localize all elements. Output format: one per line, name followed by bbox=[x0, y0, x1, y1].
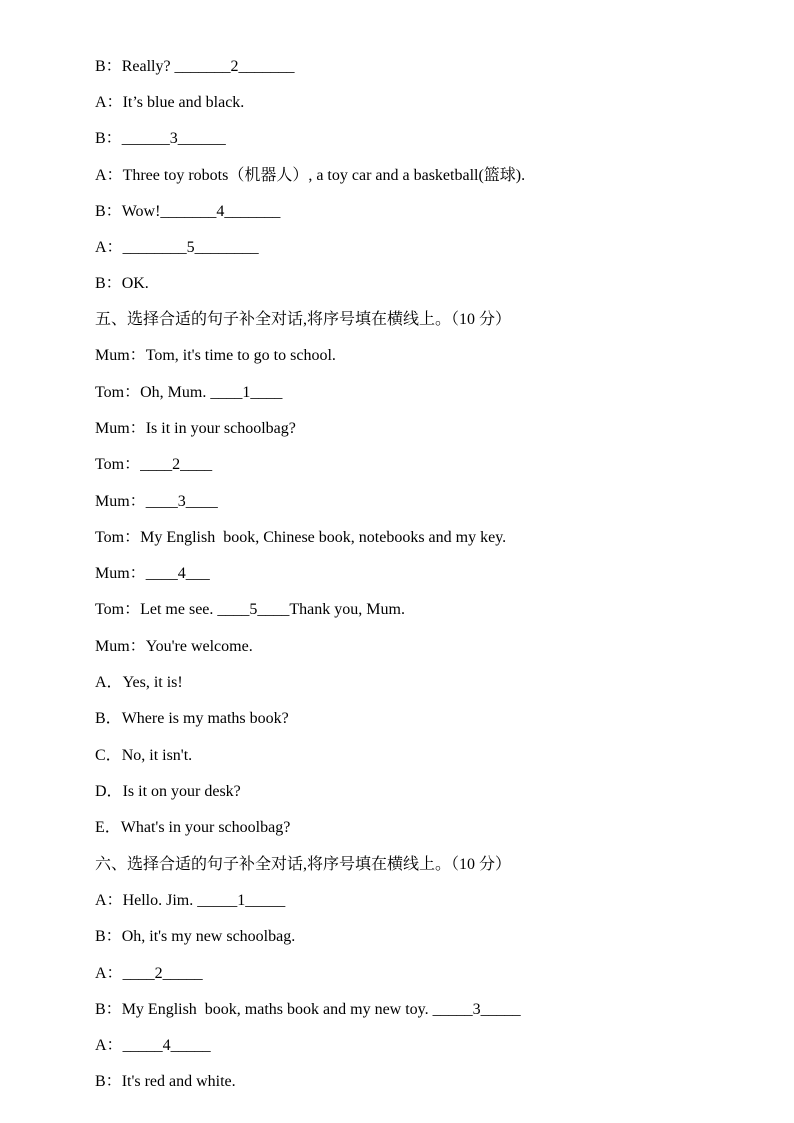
line-text: OK. bbox=[121, 275, 149, 292]
line-text: Tom, it's time to go to school. bbox=[145, 347, 336, 364]
speaker-label: Mum： bbox=[95, 565, 146, 582]
speaker-label: B： bbox=[95, 1001, 122, 1018]
line-text: Wow!_______4_______ bbox=[121, 203, 281, 220]
line-text: ____2_____ bbox=[122, 965, 203, 982]
dialogue-line bbox=[95, 93, 244, 113]
line-text: It's red and white. bbox=[121, 1073, 236, 1090]
dialogue-line bbox=[95, 564, 210, 584]
dialogue-line bbox=[95, 1072, 236, 1092]
answer-option bbox=[95, 673, 183, 693]
answer-option bbox=[95, 709, 289, 729]
option-text: Where is my maths book? bbox=[121, 710, 289, 727]
line-text: My English book, maths book and my new toy. _____3_____ bbox=[121, 1001, 521, 1018]
dialogue-line bbox=[95, 1036, 211, 1056]
dialogue-line bbox=[95, 964, 203, 984]
section-heading bbox=[95, 855, 511, 875]
option-letter: A． bbox=[95, 674, 123, 691]
option-letter: D． bbox=[95, 783, 123, 800]
option-letter: B． bbox=[95, 710, 122, 727]
speaker-label: Tom： bbox=[95, 601, 141, 618]
dialogue-line bbox=[95, 202, 280, 222]
line-text: You're welcome. bbox=[145, 638, 253, 655]
dialogue-line bbox=[95, 891, 285, 911]
speaker-label: Mum： bbox=[95, 638, 146, 655]
speaker-label: Mum： bbox=[95, 493, 146, 510]
speaker-label: Tom： bbox=[95, 456, 141, 473]
speaker-label: B： bbox=[95, 58, 122, 75]
option-text: Is it on your desk? bbox=[122, 783, 241, 800]
line-text: Three toy robots（机器人）, a toy car and a basketball(篮球). bbox=[122, 167, 526, 184]
speaker-label: A： bbox=[95, 892, 123, 909]
line-text: ______3______ bbox=[121, 130, 226, 147]
line-text: Let me see. ____5____Thank you, Mum. bbox=[140, 601, 405, 618]
line-text: ____4___ bbox=[145, 565, 210, 582]
speaker-label: Mum： bbox=[95, 347, 146, 364]
speaker-label: A： bbox=[95, 94, 123, 111]
speaker-label: A： bbox=[95, 1037, 123, 1054]
speaker-label: B： bbox=[95, 1073, 122, 1090]
section-title: 六、选择合适的句子补全对话,将序号填在横线上。（10 分） bbox=[95, 856, 512, 873]
dialogue-line bbox=[95, 166, 525, 186]
speaker-label: A： bbox=[95, 167, 123, 184]
line-text: Really? _______2_______ bbox=[121, 58, 295, 75]
line-text: My English book, Chinese book, notebooks and my key. bbox=[140, 529, 507, 546]
dialogue-line bbox=[95, 57, 295, 77]
line-text: ____3____ bbox=[145, 493, 218, 510]
line-text: Is it in your schoolbag? bbox=[145, 420, 296, 437]
dialogue-line bbox=[95, 1000, 521, 1020]
dialogue-line bbox=[95, 927, 295, 947]
answer-option bbox=[95, 818, 290, 838]
dialogue-line bbox=[95, 492, 218, 512]
line-text: It’s blue and black. bbox=[122, 94, 245, 111]
answer-option bbox=[95, 746, 192, 766]
speaker-label: A： bbox=[95, 965, 123, 982]
dialogue-line bbox=[95, 637, 253, 657]
dialogue-line bbox=[95, 600, 405, 620]
line-text: ________5________ bbox=[122, 239, 259, 256]
speaker-label: B： bbox=[95, 130, 122, 147]
option-letter: E． bbox=[95, 819, 121, 836]
speaker-label: B： bbox=[95, 203, 122, 220]
dialogue-line bbox=[95, 238, 259, 258]
section-heading bbox=[95, 310, 511, 330]
option-text: What's in your schoolbag? bbox=[120, 819, 291, 836]
speaker-label: Mum： bbox=[95, 420, 146, 437]
section-title: 五、选择合适的句子补全对话,将序号填在横线上。（10 分） bbox=[95, 311, 512, 328]
dialogue-line bbox=[95, 274, 149, 294]
option-text: No, it isn't. bbox=[121, 747, 193, 764]
option-letter: C． bbox=[95, 747, 122, 764]
speaker-label: B： bbox=[95, 928, 122, 945]
speaker-label: B： bbox=[95, 275, 122, 292]
speaker-label: Tom： bbox=[95, 529, 141, 546]
option-text: Yes, it is! bbox=[122, 674, 183, 691]
dialogue-line bbox=[95, 419, 296, 439]
answer-option bbox=[95, 782, 241, 802]
line-text: Oh, it's my new schoolbag. bbox=[121, 928, 296, 945]
line-text: _____4_____ bbox=[122, 1037, 211, 1054]
dialogue-line bbox=[95, 129, 226, 149]
speaker-label: Tom： bbox=[95, 384, 141, 401]
line-text: Hello. Jim. _____1_____ bbox=[122, 892, 286, 909]
line-text: ____2____ bbox=[140, 456, 213, 473]
dialogue-line bbox=[95, 383, 282, 403]
dialogue-line bbox=[95, 528, 506, 548]
line-text: Oh, Mum. ____1____ bbox=[140, 384, 283, 401]
speaker-label: A： bbox=[95, 239, 123, 256]
dialogue-line bbox=[95, 346, 336, 366]
dialogue-line bbox=[95, 455, 212, 475]
